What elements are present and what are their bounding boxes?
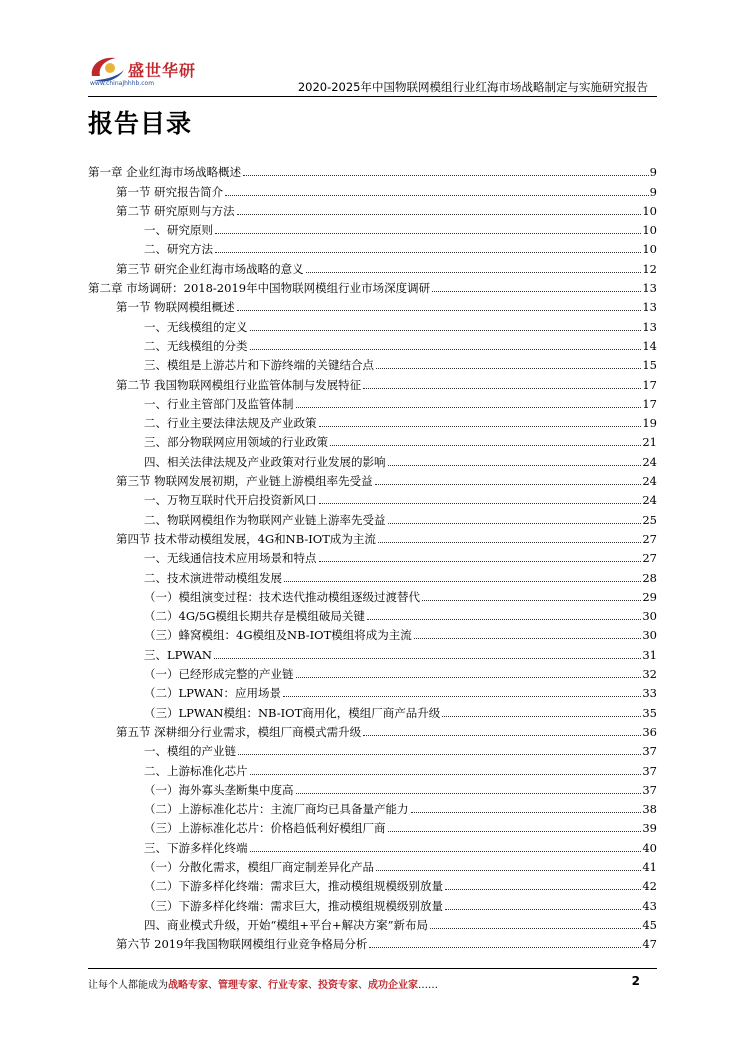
toc-entry[interactable] bbox=[88, 565, 657, 584]
toc-leader-dots bbox=[250, 774, 642, 775]
toc-entry-label: 二、物联网模组作为物联网产业链上游率先受益 bbox=[144, 512, 386, 527]
toc-entry-label: 二、研究方法 bbox=[144, 242, 213, 257]
toc-entry-page: 17 bbox=[642, 396, 657, 411]
toc-entry-page: 15 bbox=[642, 358, 657, 373]
toc-entry-page: 39 bbox=[642, 821, 657, 836]
toc-entry-page: 12 bbox=[642, 261, 657, 276]
toc-entry-page: 45 bbox=[642, 917, 657, 932]
toc-entry[interactable] bbox=[88, 893, 657, 912]
toc-entry[interactable] bbox=[88, 469, 657, 488]
toc-leader-dots bbox=[319, 503, 642, 504]
page-number: 2 bbox=[631, 974, 640, 988]
toc-entry[interactable] bbox=[88, 392, 657, 411]
toc-leader-dots bbox=[319, 561, 642, 562]
toc-entry-page: 30 bbox=[642, 609, 657, 624]
footer-role-separator: 、 bbox=[358, 980, 368, 991]
toc-entry[interactable] bbox=[88, 816, 657, 835]
toc-entry[interactable] bbox=[88, 623, 657, 642]
toc-entry-page: 13 bbox=[642, 300, 657, 315]
toc-entry[interactable] bbox=[88, 295, 657, 314]
footer-prefix: 让每个人都能成为 bbox=[88, 980, 168, 991]
toc-entry-label: 第一节 研究报告简介 bbox=[116, 184, 224, 199]
footer-role-separator: 、 bbox=[258, 980, 268, 991]
toc-leader-dots bbox=[296, 793, 642, 794]
toc-leader-dots bbox=[388, 465, 642, 466]
toc-entry[interactable] bbox=[88, 199, 657, 218]
toc-entry-label: （二）下游多样化终端：需求巨大，推动模组规模级别放量 bbox=[144, 879, 443, 894]
toc-entry-label: 第三节 研究企业红海市场战略的意义 bbox=[116, 261, 304, 276]
toc-leader-dots bbox=[283, 696, 641, 697]
toc-entry-label: （三）LPWAN模组：NB-IOT商用化，模组厂商产品升级 bbox=[144, 705, 441, 720]
toc-leader-dots bbox=[250, 851, 642, 852]
toc-entry-page: 9 bbox=[649, 184, 657, 199]
footer-role: 成功企业家 bbox=[368, 980, 418, 991]
toc-entry[interactable] bbox=[88, 662, 657, 681]
toc-entry-page: 13 bbox=[642, 281, 657, 296]
toc-entry-label: 四、商业模式升级，开始“模组+平台+解决方案”新布局 bbox=[144, 917, 429, 932]
toc-entry[interactable] bbox=[88, 449, 657, 468]
toc-entry-label: （二）4G/5G模组长期共存是模组破局关键 bbox=[144, 609, 365, 624]
toc-entry[interactable] bbox=[88, 276, 657, 295]
toc-entry-page: 14 bbox=[642, 338, 657, 353]
toc-entry-label: （三）蜂窝模组：4G模组及NB-IOT模组将成为主流 bbox=[144, 628, 412, 643]
toc-entry-label: 第一章 企业红海市场战略概述 bbox=[88, 165, 242, 180]
toc-entry-label: （一）已经形成完整的产业链 bbox=[144, 667, 294, 682]
toc-leader-dots bbox=[375, 484, 642, 485]
toc-entry-label: （二）LPWAN：应用场景 bbox=[144, 686, 281, 701]
toc-entry-label: （三）下游多样化终端：需求巨大，推动模组规模级别放量 bbox=[144, 898, 443, 913]
toc-leader-dots bbox=[330, 445, 641, 446]
toc-entry-page: 31 bbox=[642, 647, 657, 662]
toc-entry-label: 第二节 我国物联网模组行业监管体制与发展特征 bbox=[116, 377, 362, 392]
toc-entry-label: 第三节 物联网发展初期，产业链上游模组率先受益 bbox=[116, 474, 373, 489]
toc-entry-label: 一、模组的产业链 bbox=[144, 744, 236, 759]
toc-leader-dots bbox=[388, 523, 642, 524]
toc-entry-label: 第四节 技术带动模组发展，4G和NB-IOT成为主流 bbox=[116, 531, 376, 546]
toc-entry-page: 10 bbox=[642, 203, 657, 218]
toc-leader-dots bbox=[414, 638, 642, 639]
toc-leader-dots bbox=[250, 349, 642, 350]
toc-leader-dots bbox=[319, 426, 642, 427]
logo-text: 盛世华研 bbox=[128, 61, 197, 80]
toc-entry-label: 三、下游多样化终端 bbox=[144, 840, 248, 855]
toc-entry-label: 一、无线通信技术应用场景和特点 bbox=[144, 551, 317, 566]
toc-entry[interactable] bbox=[88, 160, 657, 179]
toc-entry-page: 41 bbox=[642, 859, 657, 874]
toc-entry-label: 二、上游标准化芯片 bbox=[144, 763, 248, 778]
toc-entry[interactable] bbox=[88, 411, 657, 430]
toc-entry-page: 32 bbox=[642, 667, 657, 682]
toc-leader-dots bbox=[214, 658, 641, 659]
toc-entry-label: 第二章 市场调研：2018-2019年中国物联网模组行业市场深度调研 bbox=[88, 281, 431, 296]
toc-leader-dots bbox=[445, 909, 641, 910]
toc-entry[interactable] bbox=[88, 314, 657, 333]
toc-entry-page: 36 bbox=[642, 724, 657, 739]
toc-entry[interactable] bbox=[88, 797, 657, 816]
toc-entry[interactable] bbox=[88, 932, 657, 951]
toc-entry-page: 24 bbox=[642, 454, 657, 469]
toc-entry-label: （二）上游标准化芯片：主流厂商均已具备量产能力 bbox=[144, 802, 409, 817]
toc-leader-dots bbox=[430, 928, 641, 929]
toc-entry[interactable] bbox=[88, 353, 657, 372]
toc-entry-label: （三）上游标准化芯片：价格趋低利好模组厂商 bbox=[144, 821, 386, 836]
footer-role-separator: 、 bbox=[308, 980, 318, 991]
toc-entry[interactable] bbox=[88, 720, 657, 739]
toc-entry[interactable] bbox=[88, 218, 657, 237]
toc-entry-page: 43 bbox=[642, 898, 657, 913]
toc-entry-page: 10 bbox=[642, 223, 657, 238]
page-header bbox=[0, 0, 744, 100]
toc-entry[interactable] bbox=[88, 835, 657, 854]
toc-entry-page: 17 bbox=[642, 377, 657, 392]
toc-leader-dots bbox=[237, 310, 642, 311]
footer-roles bbox=[168, 980, 418, 991]
table-of-contents bbox=[88, 160, 657, 951]
toc-entry-label: （一）海外寡头垄断集中度高 bbox=[144, 782, 294, 797]
toc-leader-dots bbox=[250, 330, 642, 331]
toc-entry-page: 40 bbox=[642, 840, 657, 855]
footer-divider bbox=[88, 968, 657, 969]
toc-leader-dots bbox=[367, 619, 641, 620]
toc-entry[interactable] bbox=[88, 256, 657, 275]
toc-entry-label: 一、研究原则 bbox=[144, 223, 213, 238]
toc-entry-label: 第二节 研究原则与方法 bbox=[116, 203, 235, 218]
toc-entry-page: 10 bbox=[642, 242, 657, 257]
footer-role-separator: 、 bbox=[208, 980, 218, 991]
toc-entry-page: 37 bbox=[642, 744, 657, 759]
toc-entry-page: 29 bbox=[642, 589, 657, 604]
toc-leader-dots bbox=[296, 677, 642, 678]
toc-entry[interactable] bbox=[88, 372, 657, 391]
toc-entry-label: 二、行业主要法律法规及产业政策 bbox=[144, 416, 317, 431]
toc-entry-label: 三、模组是上游芯片和下游终端的关键结合点 bbox=[144, 358, 374, 373]
toc-entry[interactable] bbox=[88, 546, 657, 565]
toc-entry[interactable] bbox=[88, 681, 657, 700]
toc-entry-label: 第一节 物联网模组概述 bbox=[116, 300, 235, 315]
toc-entry-page: 21 bbox=[642, 435, 657, 450]
toc-leader-dots bbox=[376, 870, 641, 871]
toc-entry-label: 三、LPWAN bbox=[144, 647, 212, 662]
toc-leader-dots bbox=[225, 195, 649, 196]
toc-entry-page: 27 bbox=[642, 551, 657, 566]
toc-entry-page: 37 bbox=[642, 782, 657, 797]
toc-entry-label: 一、行业主管部门及监管体制 bbox=[144, 396, 294, 411]
toc-entry-page: 24 bbox=[642, 474, 657, 489]
footer-suffix: …… bbox=[418, 980, 438, 991]
toc-entry[interactable] bbox=[88, 604, 657, 623]
toc-entry-label: 三、部分物联网应用领域的行业政策 bbox=[144, 435, 328, 450]
footer-slogan bbox=[88, 976, 438, 991]
toc-entry-page: 9 bbox=[649, 165, 657, 180]
toc-entry-page: 24 bbox=[642, 493, 657, 508]
toc-leader-dots bbox=[411, 812, 642, 813]
toc-entry-page: 37 bbox=[642, 763, 657, 778]
company-logo bbox=[88, 50, 198, 92]
footer-role: 战略专家 bbox=[168, 980, 208, 991]
toc-entry[interactable] bbox=[88, 334, 657, 353]
toc-entry[interactable] bbox=[88, 527, 657, 546]
toc-entry[interactable] bbox=[88, 913, 657, 932]
toc-leader-dots bbox=[363, 735, 641, 736]
toc-entry[interactable] bbox=[88, 700, 657, 719]
toc-leader-dots bbox=[422, 600, 641, 601]
toc-entry-label: （一）分散化需求，模组厂商定制差异化产品 bbox=[144, 859, 374, 874]
toc-entry-label: 二、技术演进带动模组发展 bbox=[144, 570, 282, 585]
toc-entry-page: 19 bbox=[642, 416, 657, 431]
toc-entry-label: 第六节 2019年我国物联网模组行业竞争格局分析 bbox=[116, 937, 368, 952]
toc-entry[interactable] bbox=[88, 488, 657, 507]
report-title: 2020-2025年中国物联网模组行业红海市场战略制定与实施研究报告 bbox=[297, 80, 648, 94]
toc-entry-label: 一、万物互联时代开启投资新风口 bbox=[144, 493, 317, 508]
toc-entry[interactable] bbox=[88, 430, 657, 449]
toc-entry-label: 第五节 深耕细分行业需求，模组厂商模式需升级 bbox=[116, 724, 362, 739]
toc-entry-page: 28 bbox=[642, 570, 657, 585]
toc-entry-label: 二、无线模组的分类 bbox=[144, 338, 248, 353]
toc-leader-dots bbox=[432, 291, 641, 292]
toc-entry[interactable] bbox=[88, 758, 657, 777]
toc-leader-dots bbox=[376, 368, 641, 369]
toc-leader-dots bbox=[237, 214, 642, 215]
toc-leader-dots bbox=[445, 889, 641, 890]
toc-leader-dots bbox=[363, 388, 641, 389]
toc-entry-page: 35 bbox=[642, 705, 657, 720]
toc-entry-page: 42 bbox=[642, 879, 657, 894]
footer-role: 管理专家 bbox=[218, 980, 258, 991]
toc-entry[interactable] bbox=[88, 739, 657, 758]
toc-entry[interactable] bbox=[88, 237, 657, 256]
toc-leader-dots bbox=[215, 233, 641, 234]
toc-entry-page: 13 bbox=[642, 319, 657, 334]
toc-entry-page: 30 bbox=[642, 628, 657, 643]
toc-entry[interactable] bbox=[88, 874, 657, 893]
logo-url: www.chinaJhhhb.com bbox=[90, 80, 155, 87]
toc-entry-page: 25 bbox=[642, 512, 657, 527]
toc-leader-dots bbox=[215, 252, 641, 253]
toc-entry[interactable] bbox=[88, 855, 657, 874]
toc-entry-label: 一、无线模组的定义 bbox=[144, 319, 248, 334]
toc-entry-page: 47 bbox=[642, 937, 657, 952]
toc-leader-dots bbox=[369, 947, 641, 948]
page-heading: 报告目录 bbox=[88, 109, 193, 138]
toc-entry-label: （一）模组演变过程：技术迭代推动模组逐级过渡替代 bbox=[144, 589, 420, 604]
toc-entry[interactable] bbox=[88, 507, 657, 526]
toc-entry-label: 四、相关法律法规及产业政策对行业发展的影响 bbox=[144, 454, 386, 469]
footer-role: 投资专家 bbox=[318, 980, 358, 991]
toc-entry-page: 38 bbox=[642, 802, 657, 817]
footer-role: 行业专家 bbox=[268, 980, 308, 991]
toc-entry[interactable] bbox=[88, 642, 657, 661]
toc-leader-dots bbox=[306, 272, 642, 273]
toc-entry[interactable] bbox=[88, 585, 657, 604]
toc-entry[interactable] bbox=[88, 179, 657, 198]
toc-leader-dots bbox=[243, 175, 649, 176]
toc-leader-dots bbox=[238, 754, 641, 755]
toc-entry[interactable] bbox=[88, 778, 657, 797]
toc-leader-dots bbox=[296, 407, 642, 408]
toc-leader-dots bbox=[284, 581, 641, 582]
toc-leader-dots bbox=[378, 542, 641, 543]
toc-entry-page: 27 bbox=[642, 531, 657, 546]
toc-leader-dots bbox=[442, 716, 641, 717]
header-divider bbox=[88, 96, 657, 97]
toc-leader-dots bbox=[388, 831, 642, 832]
toc-entry-page: 33 bbox=[642, 686, 657, 701]
